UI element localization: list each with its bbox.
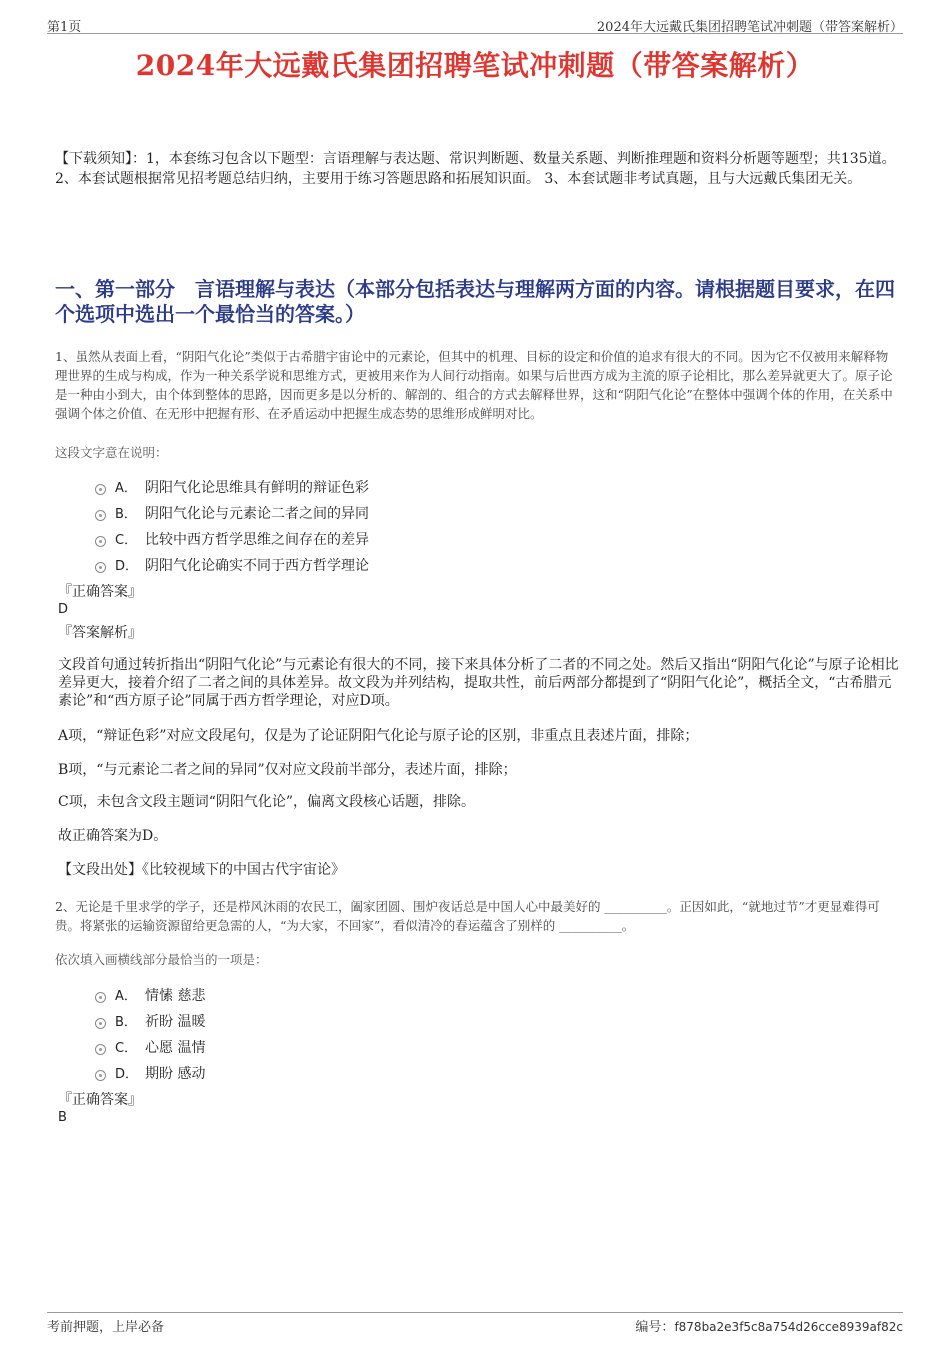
option-letter: D．: [115, 1067, 139, 1082]
question-1-source: 【文段出处】《比较视域下的中国古代宇宙论》: [58, 862, 345, 878]
option-text: 阴阳气化论确实不同于西方哲学理论: [145, 558, 369, 574]
option-letter: A．: [115, 989, 137, 1004]
option-letter: A．: [115, 481, 137, 496]
option-letter: C．: [115, 1041, 138, 1056]
option-text: 比较中西方哲学思维之间存在的差异: [145, 532, 369, 548]
option-letter: B．: [115, 1015, 137, 1030]
footer-code: [635, 1316, 903, 1335]
question-1-analysis-label: 『答案解析』: [58, 625, 142, 641]
question-2-answer-label: 『正确答案』: [58, 1092, 142, 1108]
download-notice: 【下载须知】：1，本套练习包含以下题型：言语理解与表达题、常识判断题、数量关系题、判断推理题和资料分析题等题型；共135道。 2、本套试题根据常见招考题总结归纳，主要用于练习答题思路和拓展知识面。 3、本套试题非考试真题，且与大远戴氏集团无关。: [55, 151, 896, 187]
radio-button-icon[interactable]: [95, 1018, 106, 1029]
question-1-prompt: 这段文字意在说明：: [55, 445, 168, 460]
analysis-paragraph: 故正确答案为D。: [58, 828, 168, 844]
radio-button-icon[interactable]: [95, 510, 106, 521]
option-letter: D．: [115, 559, 139, 574]
analysis-paragraph: 文段首句通过转折指出“阴阳气化论”与元素论有很大的不同，接下来具体分析了二者的不同之处。然后又指出“阴阳气化论”与原子论相比差异更大，接着介绍了二者之间的具体差异。故文段为并列结构，提取共性，前后两部分都提到了“阴阳气化论”，概括全文，“古希腊元素论”和“西方原子论”同属于西方哲学理论，对应D项。: [58, 657, 899, 709]
analysis-paragraph: B项，“与元素论二者之间的异同”仅对应文段前半部分，表述片面，排除；: [58, 762, 517, 778]
question-2-answer: B: [58, 1110, 67, 1125]
option-letter: C．: [115, 533, 138, 548]
page-number: 第1页: [47, 20, 82, 35]
question-2-stem: 2、无论是千里求学的学子，还是栉风沐雨的农民工，阖家团圆、围炉夜话总是中国人心中最美好的 __________。正因如此，“就地过节”才更显难得可贵。将紧张的运输资源留给更急需的人，“为大家，不回家”，看似清冷的春运蕴含了别样的 __________。: [55, 899, 880, 933]
footer-slogan: 考前押题，上岸必备: [47, 1320, 165, 1335]
question-1-answer: D: [58, 602, 69, 617]
question-1-answer-label: 『正确答案』: [58, 584, 142, 600]
radio-button-icon[interactable]: [95, 992, 106, 1003]
question-2-prompt: 依次填入画横线部分最恰当的一项是：: [55, 952, 268, 967]
section-heading: 一、第一部分 言语理解与表达（本部分包括表达与理解两方面的内容。请根据题目要求，在四个选项中选出一个最恰当的答案。）: [55, 277, 895, 326]
option-text: 心愿 温情: [145, 1040, 206, 1056]
option-letter: B．: [115, 507, 137, 522]
analysis-paragraph: C项，未包含文段主题词“阴阳气化论”，偏离文段核心话题，排除。: [58, 794, 476, 810]
running-footer: [47, 1312, 903, 1334]
running-header: [47, 14, 903, 34]
radio-button-icon[interactable]: [95, 484, 106, 495]
option-text: 阴阳气化论思维具有鲜明的辩证色彩: [145, 480, 369, 496]
option-text: 祈盼 温暖: [145, 1014, 206, 1030]
header-doc-title: 2024年大远戴氏集团招聘笔试冲刺题（带答案解析）: [596, 20, 903, 35]
radio-button-icon[interactable]: [95, 536, 106, 547]
option-text: 阴阳气化论与元素论二者之间的异同: [145, 506, 369, 522]
option-text: 期盼 感动: [145, 1066, 206, 1082]
footer-code-value: f878ba2e3f5c8a754d26cce8939af82c: [674, 1320, 903, 1334]
radio-button-icon[interactable]: [95, 562, 106, 573]
analysis-paragraph: A项，“辩证色彩”对应文段尾句，仅是为了论证阴阳气化论与原子论的区别，非重点且表述片面，排除；: [58, 728, 699, 744]
option-text: 情愫 慈悲: [145, 988, 206, 1004]
footer-code-label: 编号：: [635, 1320, 675, 1335]
question-1-stem: 1、虽然从表面上看，“阴阳气化论”类似于古希腊宇宙论中的元素论，但其中的机理、目标的设定和价值的追求有很大的不同。因为它不仅被用来解释物理世界的生成与构成，作为一种关系学说和思维方式，更被用来作为人间行动指南。如果与后世西方成为主流的原子论相比，那么差异就更大了。原子论是一种由小到大，由个体到整体的思路，因而更多是以分析的、解剖的、组合的方式去解释世界，这和“阴阳气化论”在整体中强调个体的作用，在关系中强调个体之价值、在无形中把握有形、在矛盾运动中把握生成态势的思维形成鲜明对比。: [55, 349, 893, 421]
document-title: 2024年大远戴氏集团招聘笔试冲刺题（带答案解析）: [135, 49, 815, 82]
radio-button-icon[interactable]: [95, 1070, 106, 1081]
radio-button-icon[interactable]: [95, 1044, 106, 1055]
